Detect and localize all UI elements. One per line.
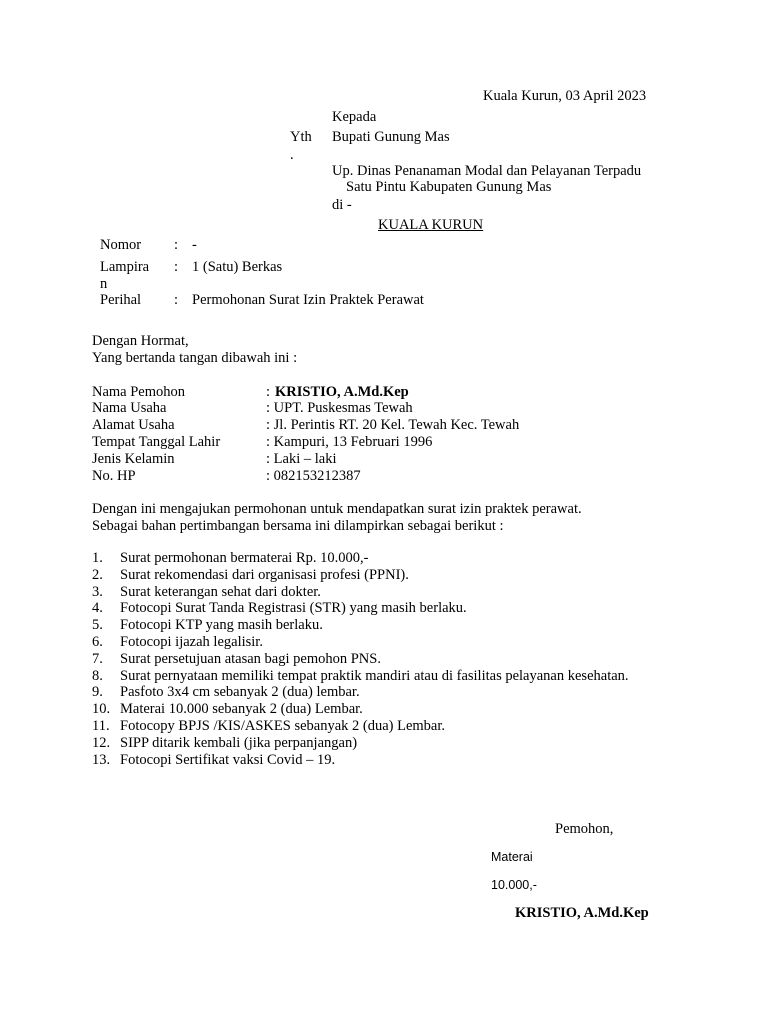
di-label: di - xyxy=(332,197,352,213)
jenis-kelamin-value: : Laki – laki xyxy=(266,451,337,467)
list-item-number: 13. xyxy=(92,751,111,768)
nama-pemohon-value: KRISTIO, A.Md.Kep xyxy=(275,384,409,400)
nomor-label: Nomor xyxy=(100,237,142,253)
list-item-number: 2. xyxy=(92,566,103,583)
list-item-text: Fotocopi Sertifikat vaksi Covid – 19. xyxy=(120,751,336,768)
ttl-label: Tempat Tanggal Lahir xyxy=(92,434,221,450)
list-item-number: 7. xyxy=(92,650,103,667)
perihal-value: Permohonan Surat Izin Praktek Perawat xyxy=(192,292,424,308)
nomor-value: - xyxy=(192,237,197,253)
list-item-number: 12. xyxy=(92,734,111,751)
list-item-text: Pasfoto 3x4 cm sebanyak 2 (dua) lembar. xyxy=(120,684,360,701)
list-item-text: Materai 10.000 sebanyak 2 (dua) Lembar. xyxy=(120,701,363,718)
list-item-text: Surat keterangan sehat dari dokter. xyxy=(120,583,321,600)
yth-label: Yth xyxy=(290,129,312,145)
list-item-text: Fotocopy BPJS /KIS/ASKES sebanyak 2 (dua) Lembar. xyxy=(120,717,446,734)
nama-pemohon-label: Nama Pemohon xyxy=(92,384,186,400)
signatory-name: KRISTIO, A.Md.Kep xyxy=(515,905,649,921)
alamat-usaha-value: : Jl. Perintis RT. 20 Kel. Tewah Kec. Tewah xyxy=(266,417,520,433)
list-item-text: Fotocopi Surat Tanda Registrasi (STR) yang masih berlaku. xyxy=(120,600,467,617)
city-heading: KUALA KURUN xyxy=(378,217,484,233)
list-item-number: 6. xyxy=(92,633,103,650)
nama-pemohon-colon: : xyxy=(266,384,271,400)
list-item-number: 4. xyxy=(92,600,103,617)
recipient-name: Bupati Gunung Mas xyxy=(332,129,450,145)
list-item-number: 11. xyxy=(92,717,110,734)
list-item-number: 8. xyxy=(92,667,103,684)
lampiran-value: 1 (Satu) Berkas xyxy=(192,259,283,275)
list-item-text: Surat permohonan bermaterai Rp. 10.000,- xyxy=(120,550,369,566)
list-item-text: Surat persetujuan atasan bagi pemohon PNS. xyxy=(120,650,381,667)
lampiran-label: Lampira xyxy=(100,259,150,275)
nama-usaha-label: Nama Usaha xyxy=(92,400,167,416)
list-item-number: 5. xyxy=(92,617,103,634)
list-item-text: Fotocopi KTP yang masih berlaku. xyxy=(120,617,323,634)
list-item-text: SIPP ditarik kembali (jika perpanjangan) xyxy=(120,734,358,751)
nomor-colon: : xyxy=(174,237,179,253)
materai-amount: 10.000,- xyxy=(491,878,537,892)
materai-label: Materai xyxy=(491,850,533,864)
list-item-text: Surat rekomendasi dari organisasi profesi (PPNI). xyxy=(120,566,409,583)
perihal-label: Perihal xyxy=(100,292,142,308)
list-item-text: Fotocopi ijazah legalisir. xyxy=(120,633,263,650)
lampiran-label-wrap: n xyxy=(100,276,108,292)
list-item-number: 1. xyxy=(92,550,103,566)
greeting-line-1: Dengan Hormat, xyxy=(92,333,189,349)
greeting-line-2: Yang bertanda tangan dibawah ini : xyxy=(92,350,298,366)
list-item-text: Surat pernyataan memiliki tempat praktik mandiri atau di fasilitas pelayanan kesehatan. xyxy=(120,667,629,684)
yth-dot: . xyxy=(290,147,294,163)
pemohon-label: Pemohon, xyxy=(555,821,614,837)
body-paragraph-1: Dengan ini mengajukan permohonan untuk mendapatkan surat izin praktek perawat. xyxy=(92,501,582,517)
no-hp-label: No. HP xyxy=(92,468,136,484)
jenis-kelamin-label: Jenis Kelamin xyxy=(92,451,175,467)
body-paragraph-2: Sebagai bahan pertimbangan bersama ini dilampirkan sebagai berikut : xyxy=(92,518,504,534)
lampiran-colon: : xyxy=(174,259,179,275)
ttl-value: : Kampuri, 13 Februari 1996 xyxy=(266,434,433,450)
recipient-up-line-2: Satu Pintu Kabupaten Gunung Mas xyxy=(346,179,552,195)
list-item-number: 3. xyxy=(92,583,103,600)
list-item-number: 10. xyxy=(92,701,111,718)
kepada-label: Kepada xyxy=(332,109,377,125)
alamat-usaha-label: Alamat Usaha xyxy=(92,417,175,433)
no-hp-value: : 082153212387 xyxy=(266,468,361,484)
recipient-up-line-1: Up. Dinas Penanaman Modal dan Pelayanan Terpadu xyxy=(332,163,642,179)
list-item-number: 9. xyxy=(92,684,103,701)
place-date: Kuala Kurun, 03 April 2023 xyxy=(483,88,647,104)
nama-usaha-value: : UPT. Puskesmas Tewah xyxy=(266,400,413,416)
perihal-colon: : xyxy=(174,292,179,308)
